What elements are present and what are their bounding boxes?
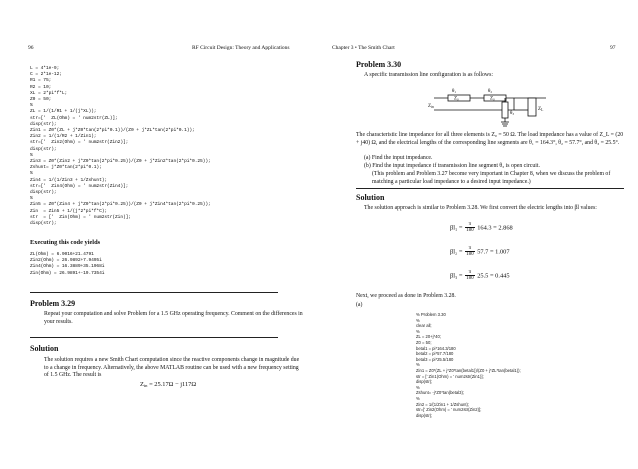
zin-label: $Z_{in}$ bbox=[428, 104, 434, 109]
problem-title: Problem 3.29 bbox=[30, 299, 76, 308]
theta3-label: θ₃ bbox=[510, 111, 515, 116]
theta1-label: θ₁ bbox=[452, 89, 457, 94]
result-equation bbox=[140, 381, 196, 388]
zl-label: $Z_L$ bbox=[538, 107, 544, 112]
result-rhs: = 25.17Ω − j117Ω bbox=[149, 381, 197, 388]
matlab-output-block: ZL(Ohm) = 6.9016+21.4791 Zin2(Ohm) = 26.9892+7.9495i Zin4(Ohm) = 16.3889+35.1968i Zin(Ohm) = 26.9891+-19.7354i bbox=[30, 252, 105, 276]
result-subscript: in bbox=[143, 383, 148, 388]
running-head: Chapter 3 • The Smith Chart bbox=[332, 45, 395, 51]
matlab-code-block: % Problem 3.30 % clear all; % ZL = 20+j*40; Z0 = 50; betal1 = pi*164.3/180 betal2 = pi*57.7/180 betal3 = pi*25.5/180 % Zin1 = Z0*(ZL + j*Z0*tan(betal1))/(Z0 + j*ZL*tan(betal1)); str = [' Zin1(Ohm) = ' num2str(Zin1)]; disp(str); % Zshunt= -j*Z0*tan(betal3); % Zin2 = 1/(1/Zin1 + 1/Zshunt); str=[' Zin2(Ohm) = ' num2str(Zin2)]; disp(str); bbox=[416, 312, 521, 418]
next-text: Next, we proceed as done in Problem 3.28. bbox=[356, 293, 456, 299]
part-a-label: (a) bbox=[356, 302, 363, 308]
result-lhs: Z bbox=[140, 381, 144, 388]
problem-text: Repeat your computation and solve Problem for a 1.5 GHz operating frequency. Comment on the differences in your results. bbox=[44, 311, 303, 325]
left-page bbox=[0, 0, 318, 469]
section-divider bbox=[30, 292, 278, 293]
solution-text: The solution requires a new Smith Chart computation since the reactive components change in magnitude due to a change in frequency. Alternatively, the above MATLAB routine can be used with a new frequency setting of 1.5 GHz. The result is bbox=[44, 357, 300, 379]
item-b-continuation: (This problem and Problem 3.27 become very important in Chapter 8, when we discuss the problem of matching a particular load impedance to a desired input impedance.) bbox=[372, 171, 611, 185]
equation-betal2: βl₂ = $\frac{\pi}{180}$ 57.7 = 1.007 bbox=[450, 246, 510, 258]
matlab-code-block: L = 4*1e-9; C = 2*1e-12; R1 = 75; R2 = 10; XL = 2*pi*f*L; Z0 = 50; % ZL = 1/(1/R1 + 1/(j*XL)); str=[' ZL(Ohm) = ' num2str(ZL)]; disp(str); Zin1 = Z0*(ZL + j*Z0*tan(2*pi*0.1))/(Z0 + j*ZL*tan(2*pi*0.1)); Zin2 = 1/(1/R2 + 1/Zin1); str=[' Zin2(Ohm) = ' num2str(Zin2)]; disp(str); % Zin3 = Z0*(Zin2 + j*Z0*tan(2*pi*0.25))/(Z0 + j*Zin2*tan(2*pi*0.25)); Zshunt= j*Z0*tan(2*pi*0.1); % Zin4 = 1/(1/Zin3 + 1/Zshunt); str=[' Zin4(Ohm) = ' num2str(Zin4)]; disp(str); % Zin5 = Z0*(Zin4 + j*Z0*tan(2*pi*0.25))/(Z0 + j*Zin4*tan(2*pi*0.25)); Zin = Zin5 + 1/(j*2*pi*f*C); str = [' Zin(Ohm) = ' num2str(Zin)]; disp(str); bbox=[30, 66, 211, 227]
item-b: (b) Find the input impedance if transmission line segment θ₃ is open circuit. bbox=[364, 163, 540, 169]
z0-label-1: Z0 bbox=[454, 96, 459, 102]
equation-betal1: βl₁ = $\frac{\pi}{180}$ 164.3 = 2.868 bbox=[450, 222, 513, 234]
transmission-line-circuit-diagram bbox=[428, 82, 578, 132]
solution-text: The solution approach is similar to Problem 3.28. We first convert the electric lengths into βl values: bbox=[364, 205, 597, 211]
page-number: 96 bbox=[28, 45, 34, 51]
item-a: (a) Find the input impedance. bbox=[364, 155, 433, 161]
section-divider bbox=[30, 337, 278, 338]
section-divider bbox=[356, 188, 624, 189]
problem-title: Problem 3.30 bbox=[356, 60, 402, 69]
equation-betal3: βl₃ = $\frac{\pi}{180}$ 25.5 = 0.445 bbox=[450, 270, 510, 282]
solution-title: Solution bbox=[356, 193, 385, 202]
solution-title: Solution bbox=[30, 344, 59, 353]
problem-text: The characteristic line impedance for all three elements is Z₀ = 50 Ω. The load impedance has a value of Z_L = (20 + j40) Ω, and the electrical lengths of the corresponding line segments are θ₁ = 164.3°, θ₂ = 57.7°, and θ₃ = 25.5°. bbox=[356, 132, 624, 146]
running-head: RF Circuit Design: Theory and Applications bbox=[192, 45, 290, 51]
right-page bbox=[320, 0, 638, 469]
theta2-label: θ₂ bbox=[488, 89, 493, 94]
problem-intro: A specific transmission line configuration is as follows: bbox=[364, 72, 493, 78]
page-number: 97 bbox=[610, 45, 616, 51]
exec-heading: Executing this code yields bbox=[30, 239, 101, 246]
z0-label-2: Z0 bbox=[490, 96, 495, 102]
